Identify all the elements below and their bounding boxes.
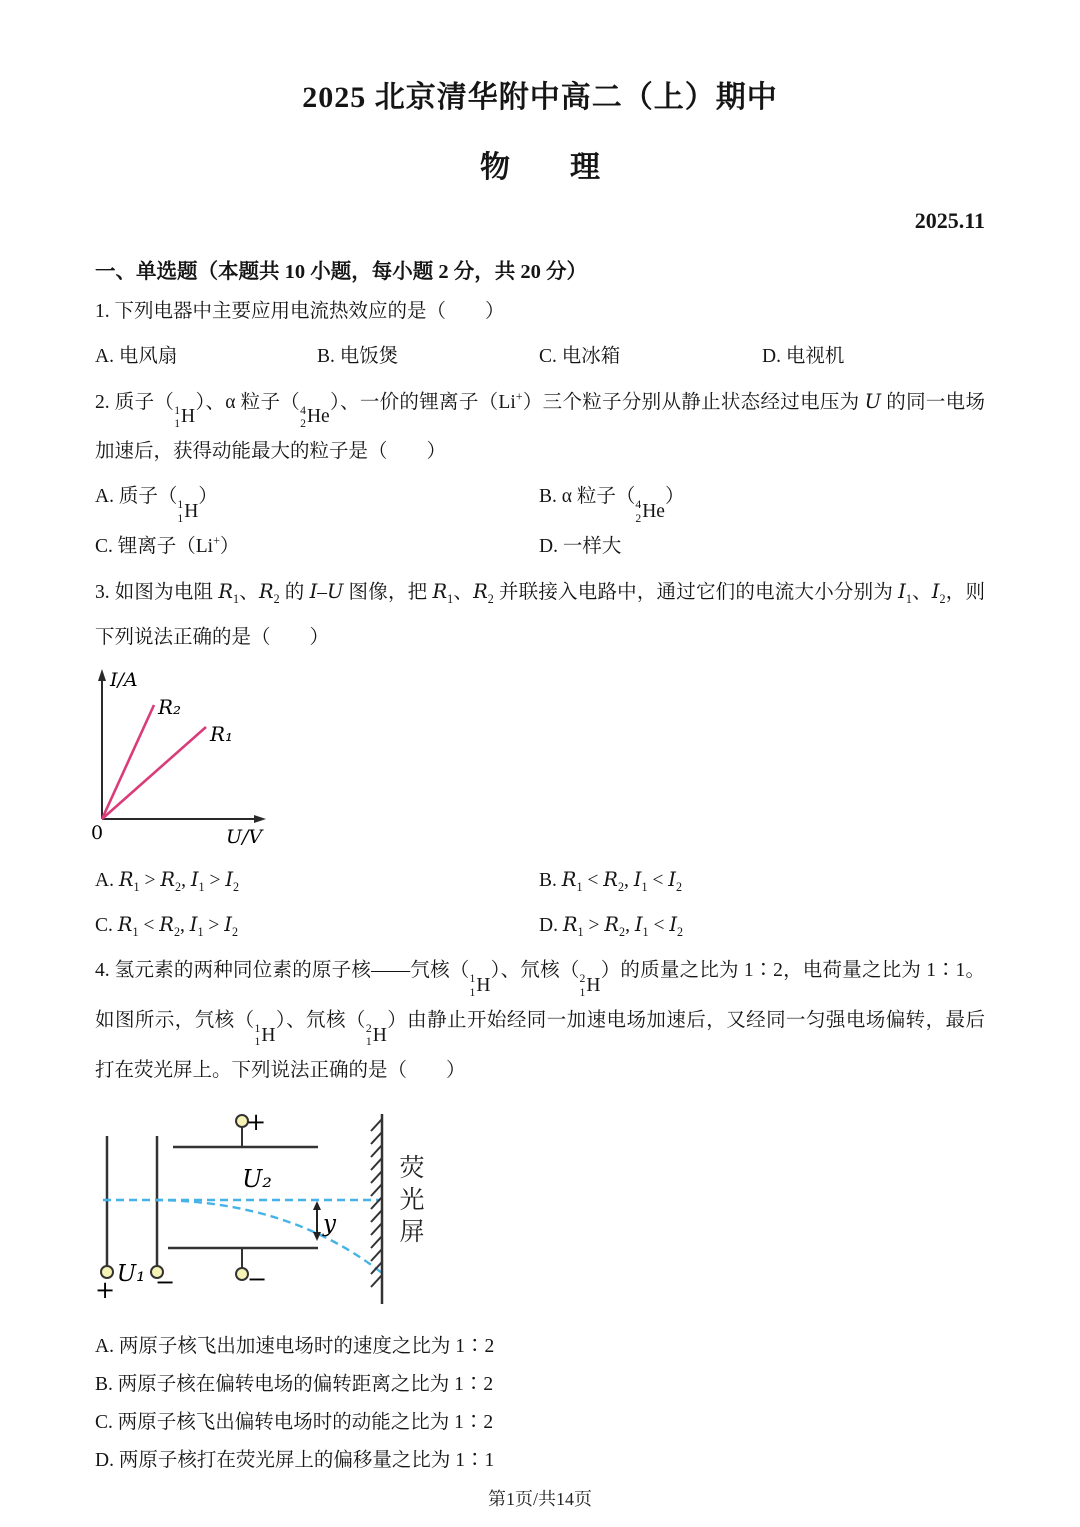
question-2-stem: 2. 质子（ 1 1 H ）、α 粒子（ 4 2 He ）、一价的锂离子（Li+）三个粒子分别从静止状态经过电压为 U 的同一电场加速后，获得动能最大的粒子是（ ） (95, 389, 985, 463)
u1-label: U₁ (116, 1260, 146, 1287)
bottom-minus-sign: − (246, 1264, 268, 1293)
origin-label: 0 (91, 821, 104, 844)
q3-option-b: B. $R_1 < R_2$, $I_1 < I_2$ (539, 867, 682, 894)
y-deflection-label: y (323, 1210, 336, 1237)
q3-option-a: A. $R_1 > R_2$, $I_1 > I_2$ (95, 867, 240, 894)
r2-label: R₂ (158, 694, 182, 719)
x-axis-label: U/V (226, 825, 263, 848)
q2-option-c: C. 锂离子（Li+） (95, 533, 240, 558)
q1-option-a: A. 电风扇 (95, 345, 178, 367)
q3-option-c: C. $R_1 < R_2$, $I_1 > I_2$ (95, 913, 238, 940)
r2-line (102, 705, 154, 819)
q4-option-b: B. 两原子核在偏转电场的偏转距离之比为 1∶2 (95, 1373, 494, 1395)
section-heading: 一、单选题（本题共 10 小题，每小题 2 分，共 20 分） (95, 261, 587, 283)
question-4-options (95, 1328, 985, 1480)
deflection-diagram (85, 1106, 505, 1324)
y-axis-arrow (98, 669, 106, 681)
question-2-options-row-1 (95, 475, 985, 525)
question-3-options-row-2 (95, 903, 985, 949)
question-3-options-row-1 (95, 858, 985, 904)
q4-option-c: C. 两原子核飞出偏转电场时的动能之比为 1∶2 (95, 1411, 494, 1433)
deflected-beam-path (155, 1200, 382, 1273)
q1-option-c: C. 电冰箱 (539, 345, 621, 367)
y-arrow-head-bottom (313, 1232, 321, 1241)
u2-label: U₂ (242, 1164, 272, 1193)
q2-option-d: D. 一样大 (539, 536, 622, 558)
subject-title: 物 理 (480, 151, 600, 184)
question-3-stem: 3. 如图为电阻 $R_1$、$R_2$ 的 I–U 图像，把 $R_1$、$R_2$ 并联接入电路中，通过它们的电流大小分别为 $I_1$、$I_2$，则下列说法正确的是（ ） (95, 579, 985, 648)
question-4-stem: 4. 氢元素的两种同位素的原子核——氕核（ 1 1 H ）、氘核（ 2 1 H ）的质量之比为 1∶2，电荷量之比为 1∶1。如图所示，氕核（ 1 1 H ）、氘核（ 2 1 H ）由静止开始经同一加速电场加速后，又经同一匀强电场偏转，最后打在荧光屏上。下列说法正确的是（ ） (95, 960, 985, 1081)
screen-hatching (371, 1119, 382, 1287)
top-plus-sign: + (245, 1107, 267, 1136)
q1-option-d: D. 电视机 (762, 345, 845, 367)
q2-option-b: B. α 粒子（ 4 2 He ） (539, 486, 685, 525)
y-arrow-head-top (313, 1201, 321, 1210)
question-2-options-row-2 (95, 525, 985, 570)
y-axis-label: I/A (110, 668, 138, 691)
page-number: 第1页/共14页 (487, 1489, 592, 1509)
i-u-graph-svg (89, 667, 299, 853)
q4-option-d: D. 两原子核打在荧光屏上的偏移量之比为 1∶1 (95, 1449, 495, 1471)
screen-label: 荧光屏 (396, 1153, 423, 1250)
q2-option-a: A. 质子（ 1 1 H ） (95, 486, 218, 525)
r1-label: R₁ (210, 721, 234, 746)
exam-date: 2025.11 (914, 208, 985, 233)
q1-option-b: B. 电饭煲 (317, 345, 399, 367)
r1-line (102, 727, 206, 819)
q4-option-a: A. 两原子核飞出加速电场时的速度之比为 1∶2 (95, 1335, 495, 1357)
x-axis-arrow (254, 815, 266, 823)
question-1-stem: 1. 下列电器中主要应用电流热效应的是（ ） (95, 301, 505, 322)
u1-plus-sign: + (94, 1275, 116, 1304)
u1-minus-sign: − (154, 1267, 176, 1296)
question-1-options (95, 335, 985, 380)
i-u-graph (89, 667, 985, 858)
q3-option-d: D. $R_1 > R_2$, $I_1 < I_2$ (539, 913, 684, 940)
page-title: 2025 北京清华附中高二（上）期中 (302, 81, 778, 114)
